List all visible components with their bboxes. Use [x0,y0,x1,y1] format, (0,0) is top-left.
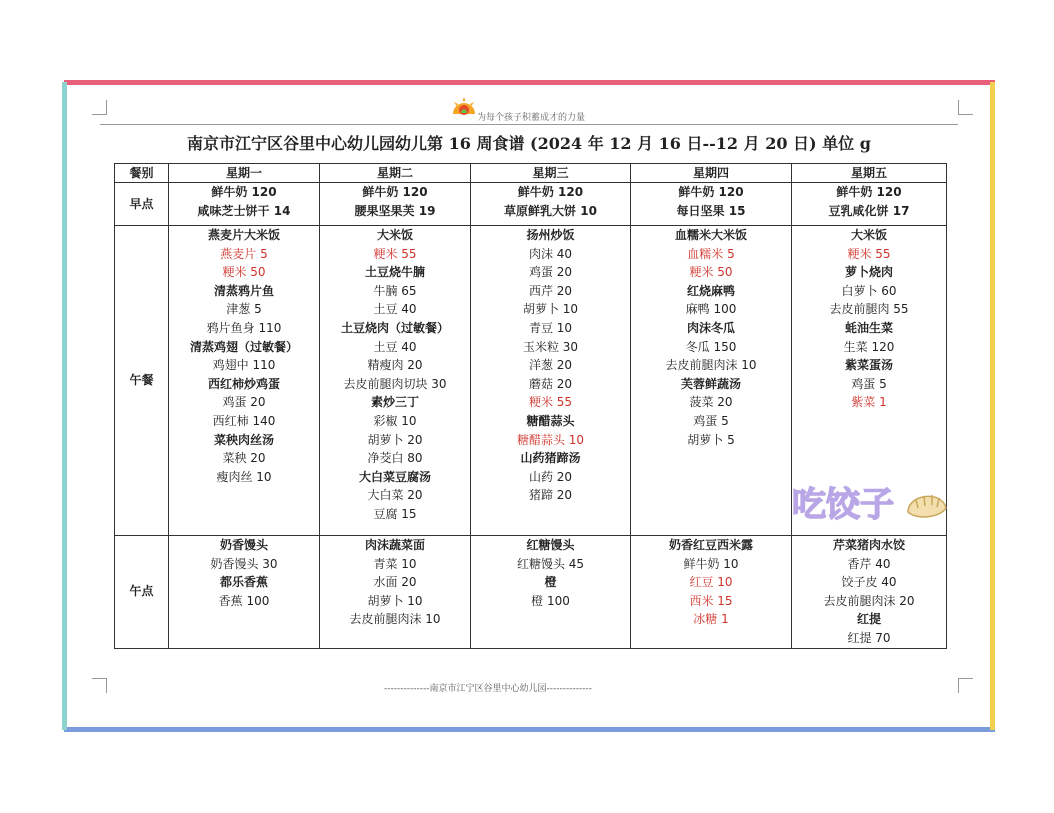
ingredient-line: 冰糖 1 [693,612,729,627]
header-slogan: 为每个孩子积蓄成才的力量 [477,113,586,123]
dish-name: 燕麦片大米饭 [207,228,280,242]
page-title: 南京市江宁区谷里中心幼儿园幼儿第 16 周食谱 (2024 年 12 月 16 日--12 月 20 日) 单位 g [187,134,871,153]
dish-name: 糖醋蒜头 [526,413,575,428]
frame-top-border [64,80,995,85]
ingredient-line: 水面 20 [373,575,417,590]
meal-label-snack: 午点 [115,536,169,649]
dish-name: 咸味芝士饼干 14 [197,203,291,218]
ingredient-line: 橙 100 [531,593,570,608]
menu-cell-breakfast-friday [792,183,947,226]
table-header-row [115,164,947,183]
ingredient-line: 饺子皮 40 [841,575,897,590]
sticker-text: 吃饺子 [792,485,894,525]
ingredient-line: 红糖馒头 45 [516,556,585,571]
menu-cell-lunch-wednesday [471,226,631,536]
header-divider [100,124,958,125]
ingredient-line: 鸦片鱼身 110 [206,320,282,335]
ingredient-line: 鸡蛋 20 [222,395,266,410]
dish-name: 橙 [544,575,557,590]
column-header-monday: 星期一 [169,164,320,183]
ingredient-line: 瘦肉丝 10 [216,469,272,484]
ingredient-line: 奶香馒头 30 [210,556,278,571]
dish-name: 豆乳咸化饼 17 [828,203,910,218]
frame-bottom-border [64,727,995,732]
dish-name: 红提 [856,612,881,627]
dish-name: 大米饭 [850,228,887,242]
dish-name: 清蒸鸡翅（过敏餐） [189,339,298,354]
ingredient-line: 菜秧 20 [222,451,266,466]
ingredient-line: 胡萝卜 5 [687,432,735,447]
ingredient-line: 鸡蛋 5 [693,413,729,428]
dish-name: 紫菜蛋汤 [844,358,893,373]
ingredient-line: 去皮前腿肉 55 [829,302,909,317]
dish-name: 鲜牛奶 120 [211,185,277,199]
ingredient-line: 去皮前腿肉沫 20 [823,593,915,608]
corner-mark-bottom-left [92,678,107,693]
ingredient-line: 粳米 55 [847,246,891,261]
dish-name: 大白菜豆腐汤 [358,469,431,484]
column-header-wednesday: 星期三 [471,164,631,183]
dumpling-sticker [790,478,950,528]
dish-name: 鲜牛奶 120 [836,185,902,199]
column-header-thursday: 星期四 [631,164,792,183]
dish-name: 大米饭 [376,228,413,242]
snack-row [115,536,947,649]
ingredient-line: 净茭白 80 [367,451,423,466]
dish-name: 山药猪蹄汤 [520,451,581,466]
ingredient-line: 鸡蛋 5 [851,376,887,391]
ingredient-line: 香蕉 100 [218,593,270,608]
dish-name: 奶香红豆西米露 [668,538,753,552]
dish-name: 肉沫蔬菜面 [364,538,425,552]
ingredient-line: 土豆 40 [373,339,417,354]
ingredient-line: 洋葱 20 [528,358,573,373]
dish-name: 西红柿炒鸡蛋 [207,376,280,391]
dish-name: 草原鲜乳大饼 10 [504,203,597,218]
dish-name: 都乐香蕉 [219,575,268,590]
ingredient-line: 鲜牛奶 10 [683,556,739,571]
weekly-menu-table [114,163,947,649]
ingredient-line: 白萝卜 60 [841,283,897,298]
ingredient-line: 玉米粒 30 [522,339,579,354]
column-header-friday: 星期五 [792,164,947,183]
breakfast-row [115,183,947,226]
ingredient-line: 生菜 120 [843,339,895,354]
ingredient-line: 胡萝卜 10 [522,302,579,317]
dish-name: 萝卜烧肉 [844,265,893,280]
corner-mark-top-left [92,100,107,115]
ingredient-line: 胡萝卜 10 [367,593,423,608]
dish-name: 每日坚果 15 [676,203,746,218]
menu-cell-breakfast-thursday [631,183,792,226]
dish-name: 清蒸鸦片鱼 [213,283,274,298]
menu-cell-snack-wednesday [471,536,631,649]
ingredient-line: 鸡翅中 110 [212,358,276,373]
ingredient-line: 菠菜 20 [689,395,733,410]
frame-left-border [62,82,67,730]
dish-name: 芙蓉鲜蔬汤 [680,376,741,391]
ingredient-line: 粳米 50 [689,265,733,280]
ingredient-line: 精瘦肉 20 [367,358,423,373]
ingredient-line: 胡萝卜 20 [367,432,423,447]
dish-name: 土豆烧牛腩 [364,265,425,280]
menu-cell-snack-monday [169,536,320,649]
menu-cell-snack-thursday [631,536,792,649]
dish-name: 鲜牛奶 120 [517,185,584,199]
ingredient-line: 西米 15 [689,593,733,608]
ingredient-line: 红提 70 [847,630,891,645]
ingredient-line: 粳米 50 [222,265,266,280]
menu-cell-lunch-thursday [631,226,792,536]
meal-label-breakfast: 早点 [115,183,169,226]
ingredient-line: 红豆 10 [689,575,733,590]
column-header-meal: 餐别 [115,164,169,183]
dish-name: 鲜牛奶 120 [362,185,428,199]
corner-mark-top-right [958,100,973,115]
menu-cell-lunch-monday [169,226,320,536]
ingredient-line: 津葱 5 [226,302,262,317]
menu-cell-breakfast-wednesday [471,183,631,226]
ingredient-line: 去皮前腿肉沫 10 [665,358,757,373]
ingredient-line: 青豆 10 [528,320,573,335]
sun-logo-icon [449,94,479,118]
ingredient-line: 冬瓜 150 [685,339,737,354]
ingredient-line: 糖醋蒜头 10 [516,432,585,447]
ingredient-line: 青菜 10 [373,556,417,571]
footer-school-name: --------------南京市江宁区谷里中心幼儿园-------------- [384,684,592,694]
meal-label-lunch: 午餐 [115,226,169,536]
ingredient-line: 香芹 40 [847,556,891,571]
dish-name: 素炒三丁 [370,395,419,410]
ingredient-line: 猪蹄 20 [528,488,573,503]
menu-cell-lunch-tuesday [320,226,471,536]
menu-cell-snack-friday [792,536,947,649]
ingredient-line: 麻鸭 100 [685,302,737,317]
ingredient-line: 粳米 55 [373,246,417,261]
dish-name: 菜秧肉丝汤 [213,432,274,447]
ingredient-line: 大白菜 20 [367,488,423,503]
dish-name: 土豆烧肉（过敏餐） [340,320,449,335]
dish-name: 肉沫冬瓜 [686,320,735,335]
dish-name: 蚝油生菜 [844,320,893,335]
ingredient-line: 豆腐 15 [373,506,417,521]
ingredient-line: 牛腩 65 [373,283,417,298]
dish-name: 芹菜猪肉水饺 [832,538,905,552]
ingredient-line: 肉沫 40 [528,246,573,261]
dish-name: 扬州炒饭 [526,228,575,242]
ingredient-line: 西芹 20 [528,283,573,298]
ingredient-line: 彩椒 10 [373,413,417,428]
dish-name: 红烧麻鸭 [686,283,735,298]
dish-name: 血糯米大米饭 [674,228,747,242]
column-header-tuesday: 星期二 [320,164,471,183]
ingredient-line: 山药 20 [528,469,573,484]
frame-right-border [990,82,995,730]
ingredient-line: 土豆 40 [373,302,417,317]
ingredient-line: 燕麦片 5 [220,246,268,261]
ingredient-line: 鸡蛋 20 [528,265,573,280]
dish-name: 腰果坚果芙 19 [354,203,436,218]
dish-name: 鲜牛奶 120 [678,185,744,199]
menu-cell-snack-tuesday [320,536,471,649]
ingredient-line: 血糯米 5 [687,246,735,261]
dumpling-icon [908,495,946,517]
ingredient-line: 去皮前腿肉切块 30 [343,376,447,391]
dish-name: 奶香馒头 [219,538,268,552]
ingredient-line: 蘑菇 20 [528,376,573,391]
ingredient-line: 粳米 55 [528,395,573,410]
corner-mark-bottom-right [958,678,973,693]
menu-cell-breakfast-monday [169,183,320,226]
dish-name: 红糖馒头 [526,538,575,552]
ingredient-line: 西红柿 140 [212,413,276,428]
ingredient-line: 紫菜 1 [851,395,887,410]
menu-cell-breakfast-tuesday [320,183,471,226]
ingredient-line: 去皮前腿肉沫 10 [349,612,441,627]
